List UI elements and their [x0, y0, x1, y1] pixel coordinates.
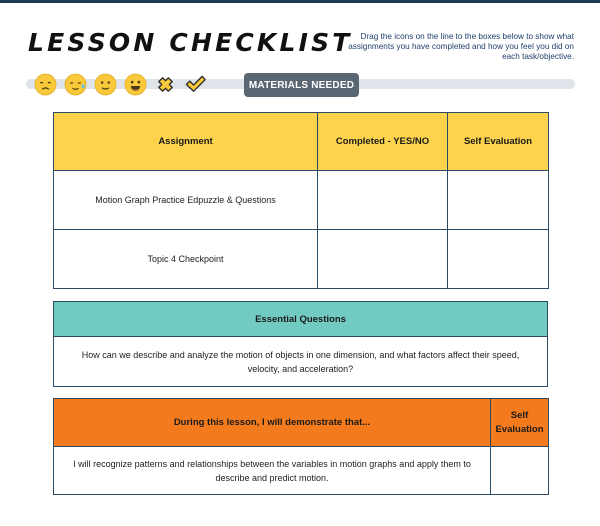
assignment-cell: Motion Graph Practice Edpuzzle & Questions	[54, 171, 318, 230]
top-border	[0, 0, 600, 3]
essential-questions-table	[53, 301, 548, 387]
materials-needed-button[interactable]: MATERIALS NEEDED	[244, 73, 359, 97]
demonstrate-header: During this lesson, I will demonstrate that...	[54, 399, 491, 447]
x-mark-icon[interactable]	[154, 73, 177, 96]
assignment-header: Assignment	[54, 113, 318, 171]
sleepy-face-icon[interactable]	[64, 73, 87, 96]
self-evaluation-drop-box[interactable]	[491, 447, 549, 495]
completed-header: Completed - YES/NO	[318, 113, 448, 171]
demonstrate-table	[53, 398, 549, 495]
page-title: LESSON CHECKLIST	[28, 28, 353, 57]
self-evaluation-drop-box[interactable]	[448, 171, 549, 230]
self-evaluation-header: Self Evaluation	[448, 113, 549, 171]
neutral-face-icon[interactable]	[94, 73, 117, 96]
essential-questions-text: How can we describe and analyze the motion of objects in one dimension, and what factors affect their speed, velocity, and acceleration?	[54, 337, 548, 387]
draggable-icons	[34, 71, 207, 97]
assignment-cell: Topic 4 Checkpoint	[54, 230, 318, 289]
table-row	[54, 230, 549, 289]
self-evaluation-drop-box[interactable]	[448, 230, 549, 289]
demonstrate-text: I will recognize patterns and relationships between the variables in motion graphs and apply them to describe and predict motion.	[54, 447, 491, 495]
table-header-row	[54, 113, 549, 171]
sad-face-icon[interactable]	[34, 73, 57, 96]
happy-face-icon[interactable]	[124, 73, 147, 96]
assignments-table	[53, 112, 549, 289]
instructions-text: Drag the icons on the line to the boxes below to show what assignments you have completed and how you feel you did on each task/objective.	[348, 32, 574, 61]
completed-drop-box[interactable]	[318, 230, 448, 289]
check-mark-icon[interactable]	[184, 73, 207, 96]
completed-drop-box[interactable]	[318, 171, 448, 230]
table-row	[54, 171, 549, 230]
essential-questions-header: Essential Questions	[54, 302, 548, 337]
self-evaluation-header: Self Evaluation	[491, 399, 549, 447]
